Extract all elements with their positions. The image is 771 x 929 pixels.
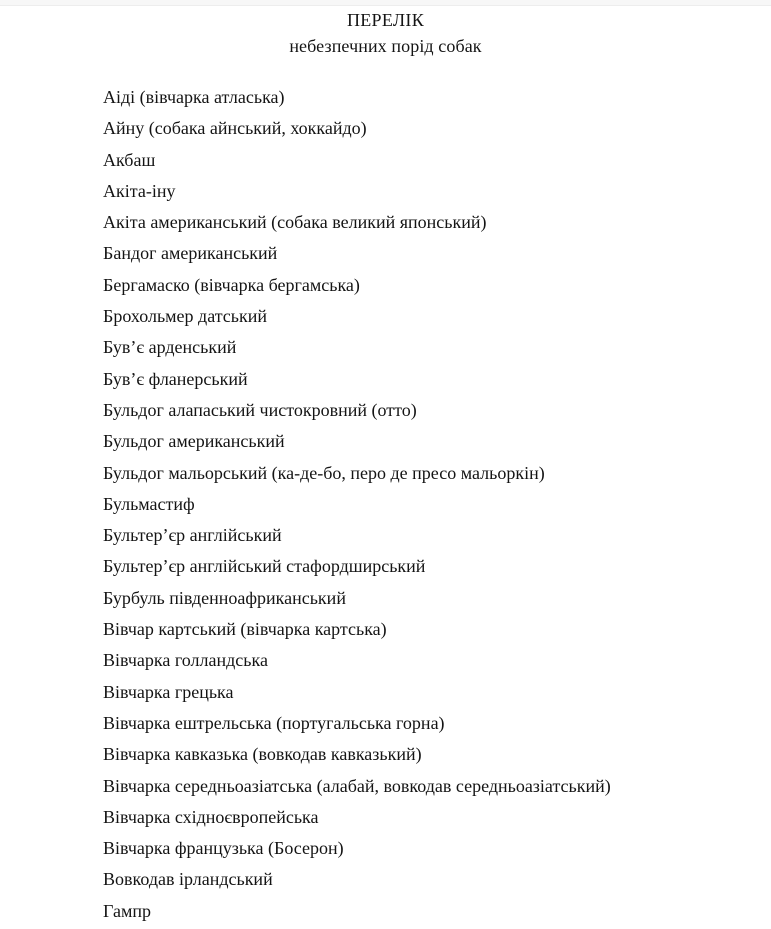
list-item: Вівчарка грецька	[103, 681, 234, 702]
list-item: Бандог американський	[103, 243, 278, 264]
list-item: Гампр	[103, 900, 151, 921]
list-item: Бульдог алапаський чистокровний (отто)	[103, 399, 417, 420]
list-item: Вівчарка східноєвропейська	[103, 806, 319, 827]
list-item: Акбаш	[103, 149, 156, 170]
list-item: Бурбуль південноафриканський	[103, 587, 346, 608]
list-item: Бультер’єр англійський	[103, 525, 282, 546]
list-item: Бульмастиф	[103, 493, 195, 514]
list-item: Вівчарка французька (Босерон)	[103, 838, 344, 859]
list-item: Акіта американський (собака великий японський)	[103, 212, 487, 233]
document-header	[0, 7, 771, 59]
list-item: Був’є арденський	[103, 337, 237, 358]
list-item: Вівчарка голландська	[103, 650, 268, 671]
list-item: Аіді (вівчарка атласька)	[103, 87, 285, 107]
list-item: Вовкодав ірландський	[103, 869, 273, 890]
list-item: Був’є фланерський	[103, 368, 248, 389]
list-item: Бергамаско (вівчарка бергамська)	[103, 274, 360, 295]
list-item: Акіта-іну	[103, 180, 176, 201]
list-item: Брохольмер датський	[103, 306, 268, 327]
list-item: Айну (собака айнський, хоккайдо)	[103, 118, 367, 139]
list-item: Вівчарка ештрельська (португальська горна)	[103, 712, 445, 733]
document-title: ПЕРЕЛІК	[346, 10, 425, 30]
list-item: Вівчарка середньоазіатська (алабай, вовкодав середньоазіатський)	[103, 775, 611, 796]
list-item: Бультер’єр англійський стафордширський	[103, 556, 426, 577]
breed-list	[103, 82, 731, 927]
list-item: Бульдог американський	[103, 431, 285, 452]
list-item: Вівчарка кавказька (вовкодав кавказький)	[103, 744, 422, 765]
list-item: Вівчар картський (вівчарка картська)	[103, 619, 387, 640]
document-subtitle: небезпечних порід собак	[289, 36, 482, 56]
list-item: Бульдог мальорський (ка-де-бо, перо де пресо мальоркін)	[103, 462, 545, 483]
viewer-top-edge	[0, 0, 771, 6]
